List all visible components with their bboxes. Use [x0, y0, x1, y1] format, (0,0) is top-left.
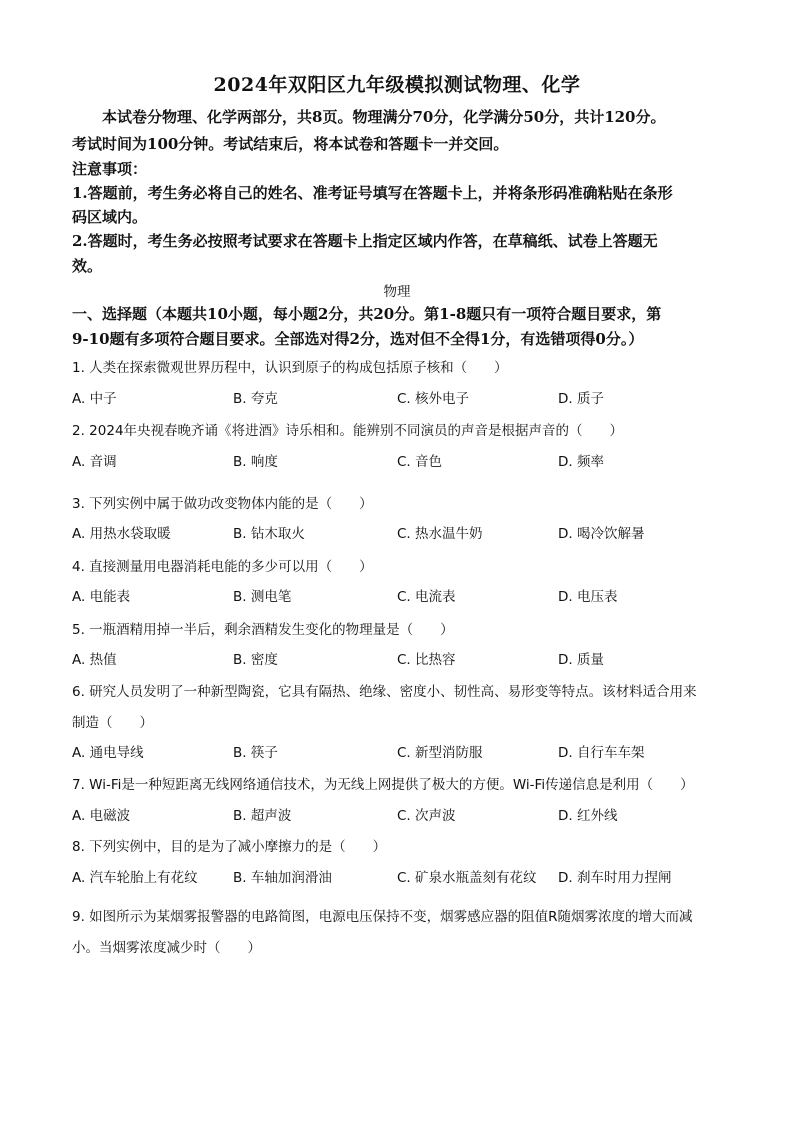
question-4-option-d: D. 电压表 [558, 589, 618, 605]
question-8-option-c: C. 矿泉水瓶盖刻有花纹 [397, 870, 537, 886]
question-4-option-a: A. 电能表 [72, 589, 131, 605]
intro-line-1: 本试卷分物理、化学两部分，共8页。物理满分70分，化学满分50分，共计120分。 [102, 108, 666, 126]
question-9-stem-line-2: 小。当烟雾浓度减少时（ ） [72, 940, 261, 956]
question-2-option-c: C. 音色 [397, 454, 443, 470]
notice-item-2-line-1: 2.答题时，考生务必按照考试要求在答题卡上指定区域内作答，在草稿纸、试卷上答题无 [72, 232, 658, 250]
question-1-option-b: B. 夸克 [233, 391, 278, 407]
question-2-option-b: B. 响度 [233, 454, 278, 470]
question-4-stem: 4. 直接测量用电器消耗电能的多少可以用（ ） [72, 559, 373, 575]
notice-item-2-line-2: 效。 [72, 257, 103, 275]
notice-heading: 注意事项： [72, 160, 148, 178]
question-7-option-a: A. 电磁波 [72, 808, 131, 824]
question-7-option-b: B. 超声波 [233, 808, 292, 824]
question-4-option-b: B. 测电笔 [233, 589, 292, 605]
question-8-stem: 8. 下列实例中，目的是为了减小摩擦力的是（ ） [72, 839, 387, 855]
question-8-option-b: B. 车轴加润滑油 [233, 870, 332, 886]
question-3-option-a: A. 用热水袋取暖 [72, 526, 171, 542]
question-6-stem-line-1: 6. 研究人员发明了一种新型陶瓷，它具有隔热、绝缘、密度小、韧性高、易形变等特点。该材料适合用来 [72, 684, 697, 700]
question-5-option-b: B. 密度 [233, 652, 278, 668]
question-8-option-a: A. 汽车轮胎上有花纹 [72, 870, 198, 886]
section-title: 物理 [383, 284, 411, 300]
question-7-option-d: D. 红外线 [558, 808, 618, 824]
question-2-option-d: D. 频率 [558, 454, 604, 470]
question-3-option-c: C. 热水温牛奶 [397, 526, 483, 542]
question-3-option-d: D. 喝冷饮解暑 [558, 526, 645, 542]
part1-heading-line-2: 9-10题有多项符合题目要求。全部选对得2分，选对但不全得1分，有选错项得0分。） [72, 330, 644, 348]
notice-item-1-line-1: 1.答题前，考生务必将自己的姓名、准考证号填写在答题卡上，并将条形码准确粘贴在条形 [72, 184, 673, 202]
question-3-option-b: B. 钻木取火 [233, 526, 305, 542]
question-1-option-a: A. 中子 [72, 391, 117, 407]
question-6-stem-line-2: 制造（ ） [72, 715, 153, 731]
question-6-option-d: D. 自行车车架 [558, 745, 645, 761]
question-7-stem: 7. Wi-Fi是一种短距离无线网络通信技术，为无线上网提供了极大的方便。Wi-Fi传递信息是利用（ ） [72, 777, 694, 793]
question-2-stem: 2. 2024年央视春晚齐诵《将进酒》诗乐相和。能辨别不同演员的声音是根据声音的（ ） [72, 423, 624, 439]
part1-heading-line-1: 一、选择题（本题共10小题，每小题2分，共20分。第1-8题只有一项符合题目要求，第 [72, 305, 662, 323]
question-5-option-a: A. 热值 [72, 652, 117, 668]
notice-item-1-line-2: 码区域内。 [72, 208, 148, 226]
question-3-stem: 3. 下列实例中属于做功改变物体内能的是（ ） [72, 496, 373, 512]
question-9-stem-line-1: 9. 如图所示为某烟雾报警器的电路简图，电源电压保持不变，烟雾感应器的阻值R随烟雾浓度的增大而减 [72, 909, 693, 925]
question-1-option-d: D. 质子 [558, 391, 604, 407]
question-4-option-c: C. 电流表 [397, 589, 456, 605]
exam-title: 2024年双阳区九年级模拟测试物理、化学 [213, 74, 581, 96]
question-5-option-d: D. 质量 [558, 652, 604, 668]
question-6-option-b: B. 筷子 [233, 745, 278, 761]
question-5-stem: 5. 一瓶酒精用掉一半后，剩余酒精发生变化的物理量是（ ） [72, 622, 454, 638]
question-5-option-c: C. 比热容 [397, 652, 456, 668]
question-7-option-c: C. 次声波 [397, 808, 456, 824]
intro-line-2: 考试时间为100分钟。考试结束后，将本试卷和答题卡一并交回。 [72, 135, 509, 153]
question-1-option-c: C. 核外电子 [397, 391, 470, 407]
question-6-option-a: A. 通电导线 [72, 745, 144, 761]
question-6-option-c: C. 新型消防服 [397, 745, 483, 761]
question-8-option-d: D. 刹车时用力捏闸 [558, 870, 672, 886]
question-1-stem: 1. 人类在探索微观世界历程中，认识到原子的构成包括原子核和（ ） [72, 360, 508, 376]
question-2-option-a: A. 音调 [72, 454, 117, 470]
